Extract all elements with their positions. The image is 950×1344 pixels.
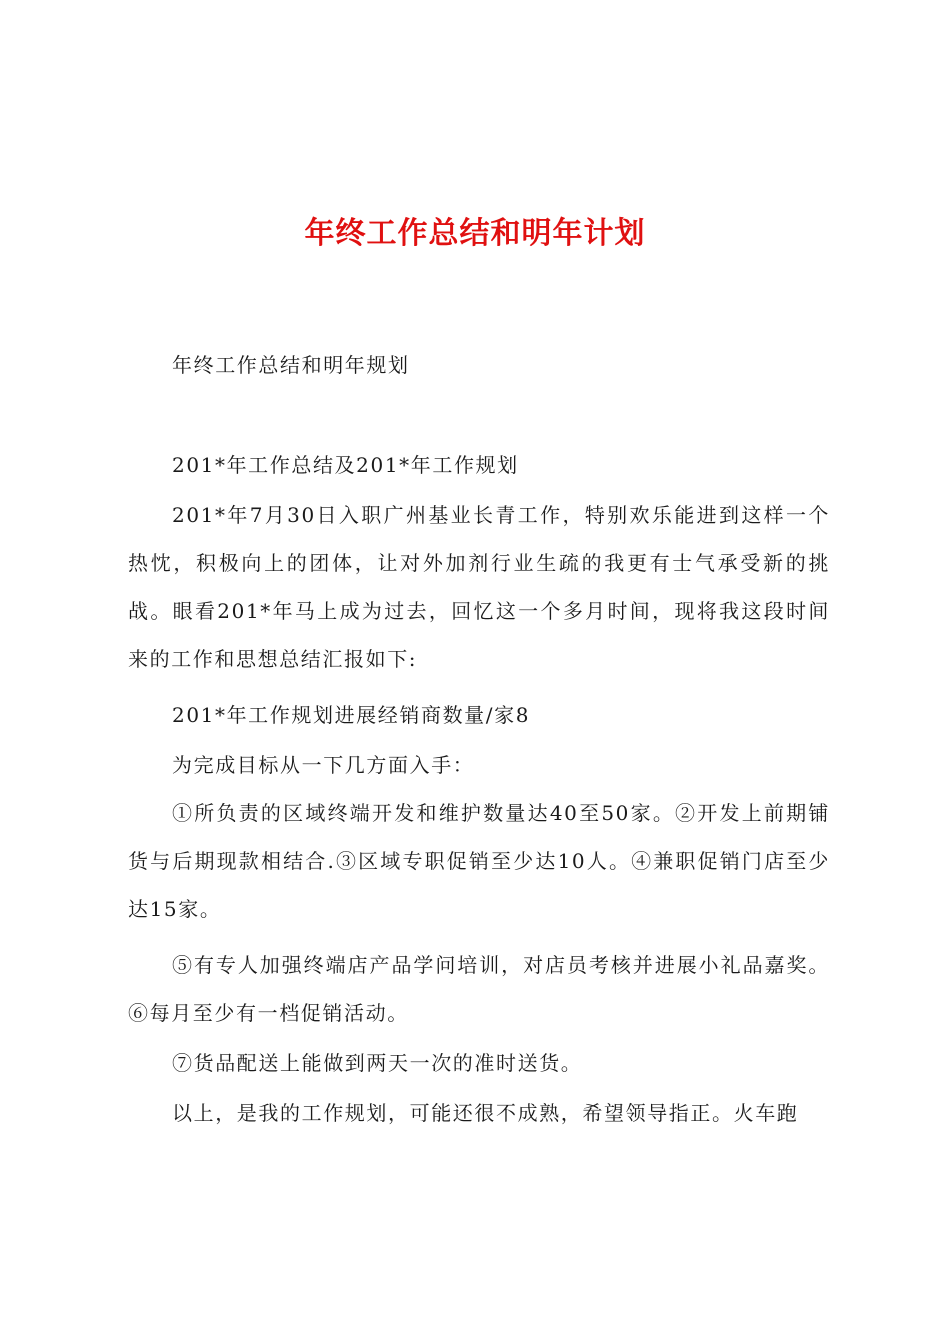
paragraph-heading: 201*年工作总结及201*年工作规划 — [172, 453, 519, 477]
paragraph-item-7: ⑦货品配送上能做到两天一次的准时送货。 — [172, 1051, 583, 1075]
paragraph-plan: 201*年工作规划进展经销商数量/家8 — [172, 703, 531, 727]
paragraph-items-5-6: ⑤有专人加强终端店产品学问培训，对店员考核并进展小礼品嘉奖。⑥每月至少有一档促销活动。 — [128, 953, 830, 1025]
paragraph-subtitle: 年终工作总结和明年规划 — [172, 353, 410, 377]
paragraph-goal-intro: 为完成目标从一下几方面入手： — [172, 753, 475, 777]
document-title: 年终工作总结和明年计划 — [304, 216, 646, 251]
paragraph-items-1-4: ①所负责的区域终端开发和维护数量达40至50家。②开发上前期铺货与后期现款相结合.③区域专职促销至少达10人。④兼职促销门店至少达15家。 — [128, 801, 830, 921]
paragraph-intro: 201*年7月30日入职广州基业长青工作，特别欢乐能进到这样一个热忱，积极向上的团体，让对外加剂行业生疏的我更有士气承受新的挑战。眼看201*年马上成为过去，回忆这一个多月时间，现将我这段时间来的工作和思想总结汇报如下: — [128, 503, 830, 671]
paragraph-closing: 以上，是我的工作规划，可能还很不成熟，希望领导指正。火车跑 — [172, 1101, 799, 1125]
